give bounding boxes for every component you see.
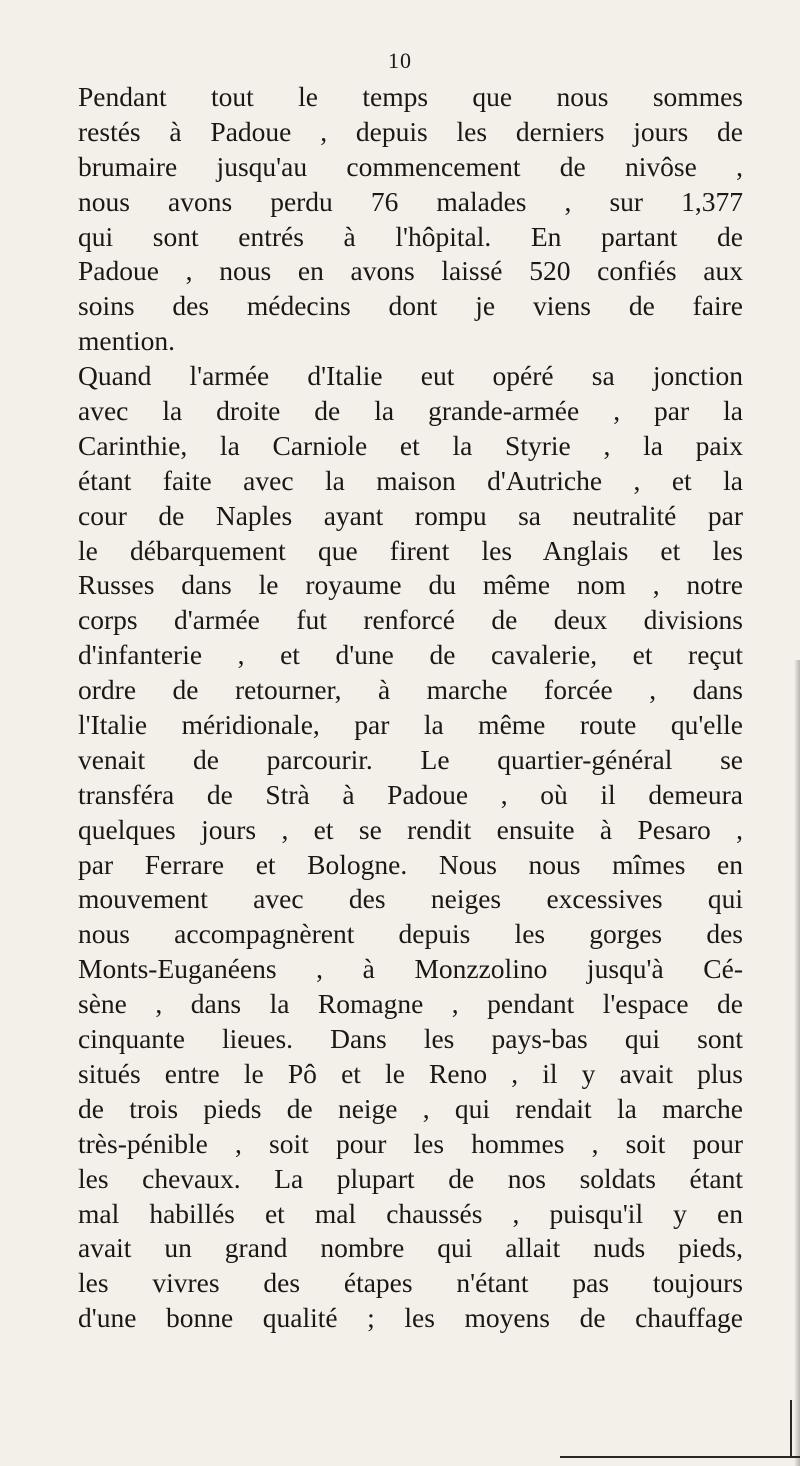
body-text xyxy=(78,80,743,1336)
text-line: d'infanterie , et d'une de cavalerie, et reçut xyxy=(78,639,743,671)
page-number: 10 xyxy=(388,48,412,73)
text-line: mention. xyxy=(78,325,176,357)
text-line: transféra de Strà à Padoue , où il demeura xyxy=(78,778,743,810)
text-line: les chevaux. La plupart de nos soldats étant xyxy=(78,1162,743,1194)
text-line: venait de parcourir. Le quartier-général se xyxy=(78,743,743,775)
page-bottom-edge xyxy=(560,1456,800,1458)
text-line: Pendant tout le temps que nous sommes xyxy=(78,81,743,112)
page-edge-line xyxy=(790,1400,792,1458)
text-line: par Ferrare et Bologne. Nous nous mîmes en xyxy=(78,848,743,880)
text-line: brumaire jusqu'au commencement de nivôse , xyxy=(78,150,743,182)
text-line: situés entre le Pô et le Reno , il y avait plus xyxy=(78,1057,743,1089)
text-line: mal habillés et mal chaussés , puisqu'il y en xyxy=(78,1197,743,1229)
text-line: ordre de retourner, à marche forcée , dans xyxy=(78,674,743,706)
text-line: cinquante lieues. Dans les pays-bas qui sont xyxy=(78,1023,743,1055)
text-line: qui sont entrés à l'hôpital. En partant de xyxy=(78,220,743,252)
text-line: Monts-Euganéens , à Monzzolino jusqu'à Cé- xyxy=(78,953,743,985)
text-line: Carinthie, la Carniole et la Styrie , la paix xyxy=(78,429,743,461)
text-line: mouvement avec des neiges excessives qui xyxy=(78,883,743,915)
text-line: étant faite avec la maison d'Autriche , et la xyxy=(78,464,743,496)
text-line: Russes dans le royaume du même nom , notre xyxy=(78,569,743,601)
text-line: le débarquement que firent les Anglais et les xyxy=(78,534,743,566)
text-line: soins des médecins dont je viens de faire xyxy=(78,290,743,322)
text-line: très-pénible , soit pour les hommes , soit pour xyxy=(78,1127,743,1159)
text-line: sène , dans la Romagne , pendant l'espace de xyxy=(78,988,743,1020)
text-line: restés à Padoue , depuis les derniers jours de xyxy=(78,115,743,147)
text-line: l'Italie méridionale, par la même route qu'elle xyxy=(78,709,743,741)
text-line: corps d'armée fut renforcé de deux divisions xyxy=(78,604,743,636)
text-line: avec la droite de la grande-armée , par la xyxy=(78,395,743,427)
text-line: les vivres des étapes n'étant pas toujours xyxy=(78,1267,743,1299)
page-edge-shadow xyxy=(794,660,800,1466)
text-line: de trois pieds de neige , qui rendait la marche xyxy=(78,1092,743,1124)
text-line: cour de Naples ayant rompu sa neutralité par xyxy=(78,499,743,531)
text-line: d'une bonne qualité ; les moyens de chauffage xyxy=(78,1302,743,1334)
text-line: Padoue , nous en avons laissé 520 confiés aux xyxy=(78,255,743,287)
text-line: nous avons perdu 76 malades , sur 1,377 xyxy=(78,185,743,217)
text-line: quelques jours , et se rendit ensuite à Pesaro , xyxy=(78,813,743,845)
text-line: nous accompagnèrent depuis les gorges des xyxy=(78,918,743,950)
text-line: avait un grand nombre qui allait nuds pieds, xyxy=(78,1232,743,1264)
text-line: Quand l'armée d'Italie eut opéré sa jonction xyxy=(78,360,743,392)
